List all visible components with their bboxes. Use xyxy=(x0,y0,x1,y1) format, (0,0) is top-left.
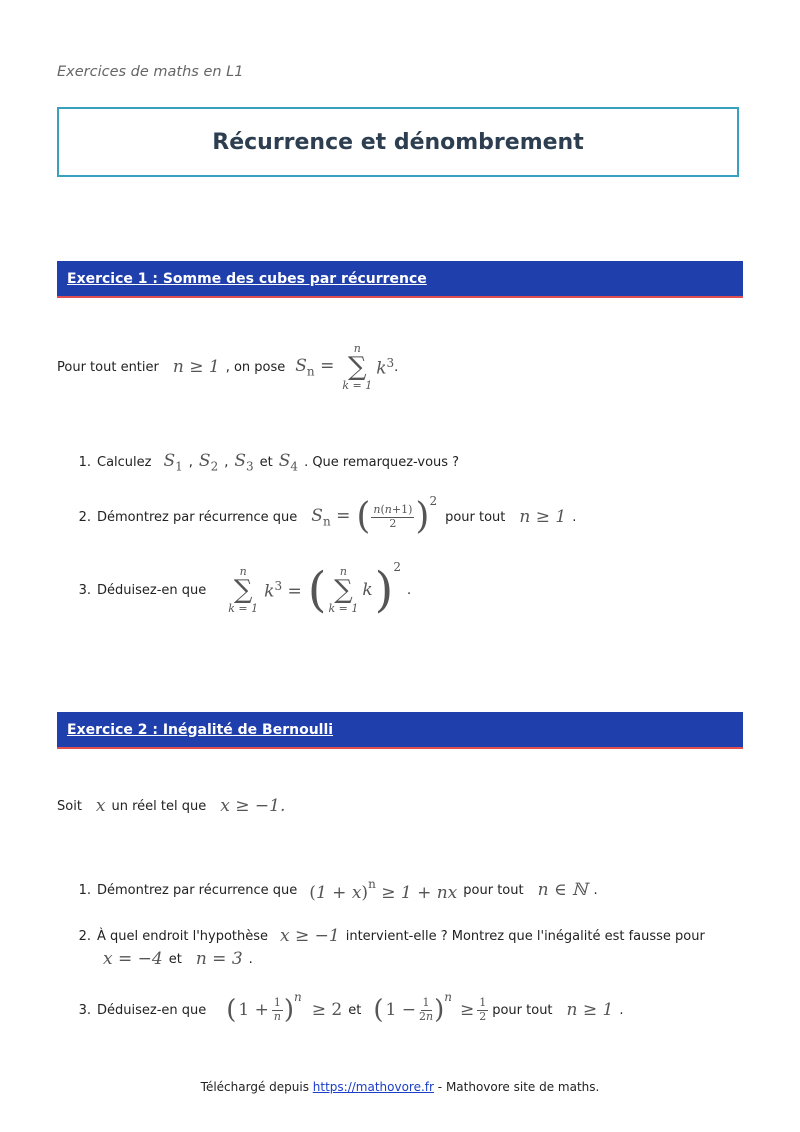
math-x: x xyxy=(95,796,106,816)
exercise-1-intro xyxy=(57,342,398,392)
question-number: 3. xyxy=(78,582,91,598)
question-number: 1. xyxy=(78,882,91,898)
question-text-end: . xyxy=(593,882,598,898)
math-n-ge-1: n ≥ 1 xyxy=(566,1000,614,1020)
footer-link[interactable]: https://mathovore.fr xyxy=(312,1080,434,1094)
paren-open: ( xyxy=(226,995,237,1025)
question-text-end: . xyxy=(619,1002,624,1018)
question-text-end: . xyxy=(572,509,577,525)
math-1-plus: 1 + xyxy=(238,1000,269,1020)
math-bernoulli-inequality: $(1 + x)^n \ge 1$ + nx xyxy=(309,877,458,903)
math-x-ge-minus-1: x ≥ −1 xyxy=(280,926,340,946)
math-ge: ≥ xyxy=(459,1000,475,1020)
intro-end: . xyxy=(394,359,399,375)
title-box xyxy=(57,107,739,177)
math-x-ge-minus-1: x ≥ −1. xyxy=(220,796,286,816)
question-text: Démontrez par récurrence que xyxy=(97,882,298,898)
math-s4: $S_4$ xyxy=(278,450,299,474)
exercise-1-question-1: 1. Calculez $S_1$ , $S_2$ , $S_3$ et $S_4$ . Que remarquez-vous ? xyxy=(78,450,460,474)
question-number: 1. xyxy=(78,454,91,470)
math-s2: $S_2$ xyxy=(198,450,219,474)
fraction-1-over-2n: $\frac{1}{2n}$ xyxy=(418,995,434,1023)
question-number: 3. xyxy=(78,1002,91,1018)
question-text-and: et xyxy=(348,1002,362,1018)
paren-close: ) xyxy=(374,562,394,618)
math-n-eq-3: n = 3 xyxy=(195,949,243,969)
paren-open: ( xyxy=(356,496,371,537)
intro-prefix: Pour tout entier xyxy=(57,359,159,375)
footer xyxy=(0,1080,800,1094)
question-text: Déduisez-en que xyxy=(97,1002,207,1018)
sum-symbol: n ∑ k = 1 xyxy=(228,565,259,615)
question-number: 2. xyxy=(78,509,91,525)
exercise-1-question-3 xyxy=(77,562,411,618)
exercise-2-intro xyxy=(57,795,291,817)
exercise-2-question-2-line-1 xyxy=(77,925,705,947)
question-number: 2. xyxy=(78,928,91,944)
paren-open: ( xyxy=(307,562,327,618)
math-sn: $S_n$ = xyxy=(311,505,351,529)
footer-suffix: - Mathovore site de maths. xyxy=(437,1080,600,1094)
fraction-n-n1-over-2: $\frac{n(n+1)}{2}$ xyxy=(373,502,413,530)
question-text-end: . Que remarquez-vous ? xyxy=(304,454,460,470)
question-text-for-all: pour tout xyxy=(463,882,524,898)
intro-mid: un réel tel que xyxy=(111,798,207,814)
math-s3: $S_3$ xyxy=(234,450,254,474)
math-k-cubed: $k^3$ xyxy=(376,355,395,379)
fraction-1-over-n: $\frac{1}{n}$ xyxy=(273,995,281,1023)
math-cond: n ≥ 1 xyxy=(172,357,220,377)
paren-close: ) xyxy=(283,995,295,1025)
math-k-cubed-equals: $k^3$ = xyxy=(264,578,302,602)
footer-prefix: Téléchargé depuis xyxy=(200,1080,309,1094)
question-text-and: et xyxy=(259,454,273,470)
math-ge-2: ≥ 2 xyxy=(311,1000,343,1020)
question-text: Démontrez par récurrence que xyxy=(97,509,298,525)
question-text-for-all: pour tout xyxy=(492,1002,553,1018)
exercise-1-heading-text: Exercice 1 : Somme des cubes par récurrence xyxy=(67,270,427,287)
page-title: Récurrence et dénombrement xyxy=(212,129,584,155)
intro-prefix: Soit xyxy=(57,798,82,814)
math-n-in-N: n ∈ ℕ xyxy=(537,880,588,900)
paren-open-2: ( xyxy=(373,995,384,1025)
question-text-cont: intervient-elle ? Montrez que l'inégalité est fausse pour xyxy=(345,928,705,944)
question-text-and: et xyxy=(168,951,182,967)
exponent-n: n xyxy=(294,990,302,1004)
math-n-ge-1: n ≥ 1 xyxy=(519,507,567,527)
math-k: k xyxy=(362,580,373,600)
exercise-1-question-2 xyxy=(77,494,576,540)
exercise-2-question-3 xyxy=(77,988,624,1032)
exponent-2: 2 xyxy=(393,560,402,574)
exponent-2: 2 xyxy=(429,494,438,508)
math-s1: $S_1$ xyxy=(163,450,183,474)
question-text-end: . xyxy=(248,951,253,967)
math-sn-definition: $S_n$ = xyxy=(295,355,335,379)
question-text-end: . xyxy=(407,582,412,598)
exercise-2-question-2-line-2 xyxy=(97,948,253,970)
math-1-minus: 1 − xyxy=(385,1000,416,1020)
math-x-eq-minus-4: x = −4 xyxy=(103,949,163,969)
paren-close-2: ) xyxy=(434,995,445,1025)
question-text-for-all: pour tout xyxy=(445,509,506,525)
fraction-1-over-2: $\frac{1}{2}$ xyxy=(479,995,487,1023)
sum-symbol: n ∑ k = 1 xyxy=(342,342,373,392)
exercise-2-heading xyxy=(57,712,743,749)
intro-mid: , on pose xyxy=(225,359,286,375)
question-text: À quel endroit l'hypothèse xyxy=(97,928,269,944)
question-text: Déduisez-en que xyxy=(97,582,207,598)
document-subtitle: Exercices de maths en L1 xyxy=(57,64,244,80)
exercise-1-heading xyxy=(57,261,743,298)
question-text: Calculez xyxy=(97,454,152,470)
sum-symbol-inner: n ∑ k = 1 xyxy=(328,565,359,615)
exercise-2-heading-text: Exercice 2 : Inégalité de Bernoulli xyxy=(67,721,334,738)
exercise-2-question-1 xyxy=(77,876,598,904)
exponent-n-2: n xyxy=(444,990,452,1004)
paren-close: ) xyxy=(415,496,430,537)
